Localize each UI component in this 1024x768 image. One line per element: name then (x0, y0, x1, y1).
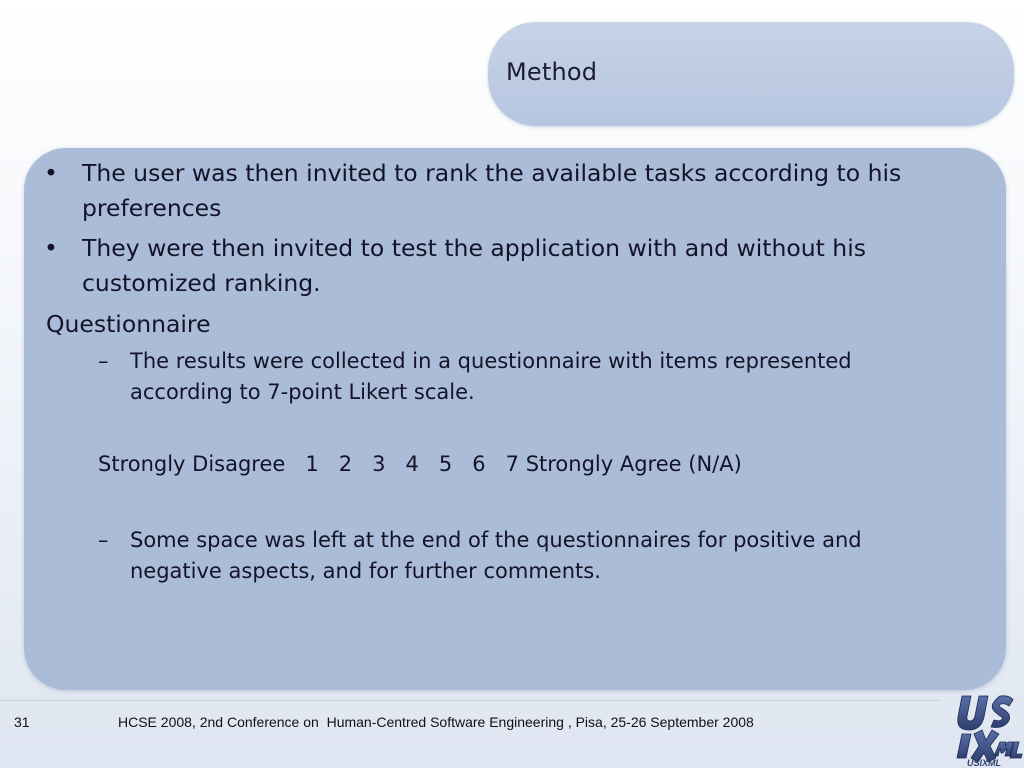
bullet-line: customized ranking. (82, 269, 321, 297)
footer-text: HCSE 2008, 2nd Conference on Human-Centred Software Engineering , Pisa, 25-26 September 2008 (118, 714, 754, 730)
footer-divider (0, 740, 940, 741)
bullet-line: preferences (82, 194, 222, 222)
content-panel (24, 148, 1006, 690)
dash-icon: – (98, 349, 109, 373)
bullet-icon: • (44, 159, 58, 187)
sub-item-line: Some space was left at the end of the questionnaires for positive and (130, 528, 862, 552)
usixml-logo (944, 690, 1024, 768)
sub-item-line: The results were collected in a questionnaire with items represented (130, 349, 852, 373)
title-panel (488, 22, 1014, 126)
slide-title: Method (506, 58, 598, 86)
page-number: 31 (14, 714, 30, 730)
dash-icon: – (98, 528, 109, 552)
sub-item-line: according to 7-point Likert scale. (130, 380, 475, 404)
section-heading: Questionnaire (46, 310, 211, 338)
footer-divider (0, 700, 940, 701)
bullet-icon: • (44, 234, 58, 262)
logo-caption: USIXML (966, 758, 1002, 768)
bullet-line: They were then invited to test the application with and without his (82, 234, 866, 262)
bullet-line: The user was then invited to rank the available tasks according to his (82, 159, 902, 187)
sub-item-line: negative aspects, and for further comments. (130, 559, 601, 583)
likert-scale: Strongly Disagree 1 2 3 4 5 6 7 Strongly Agree (N/A) (98, 452, 742, 476)
